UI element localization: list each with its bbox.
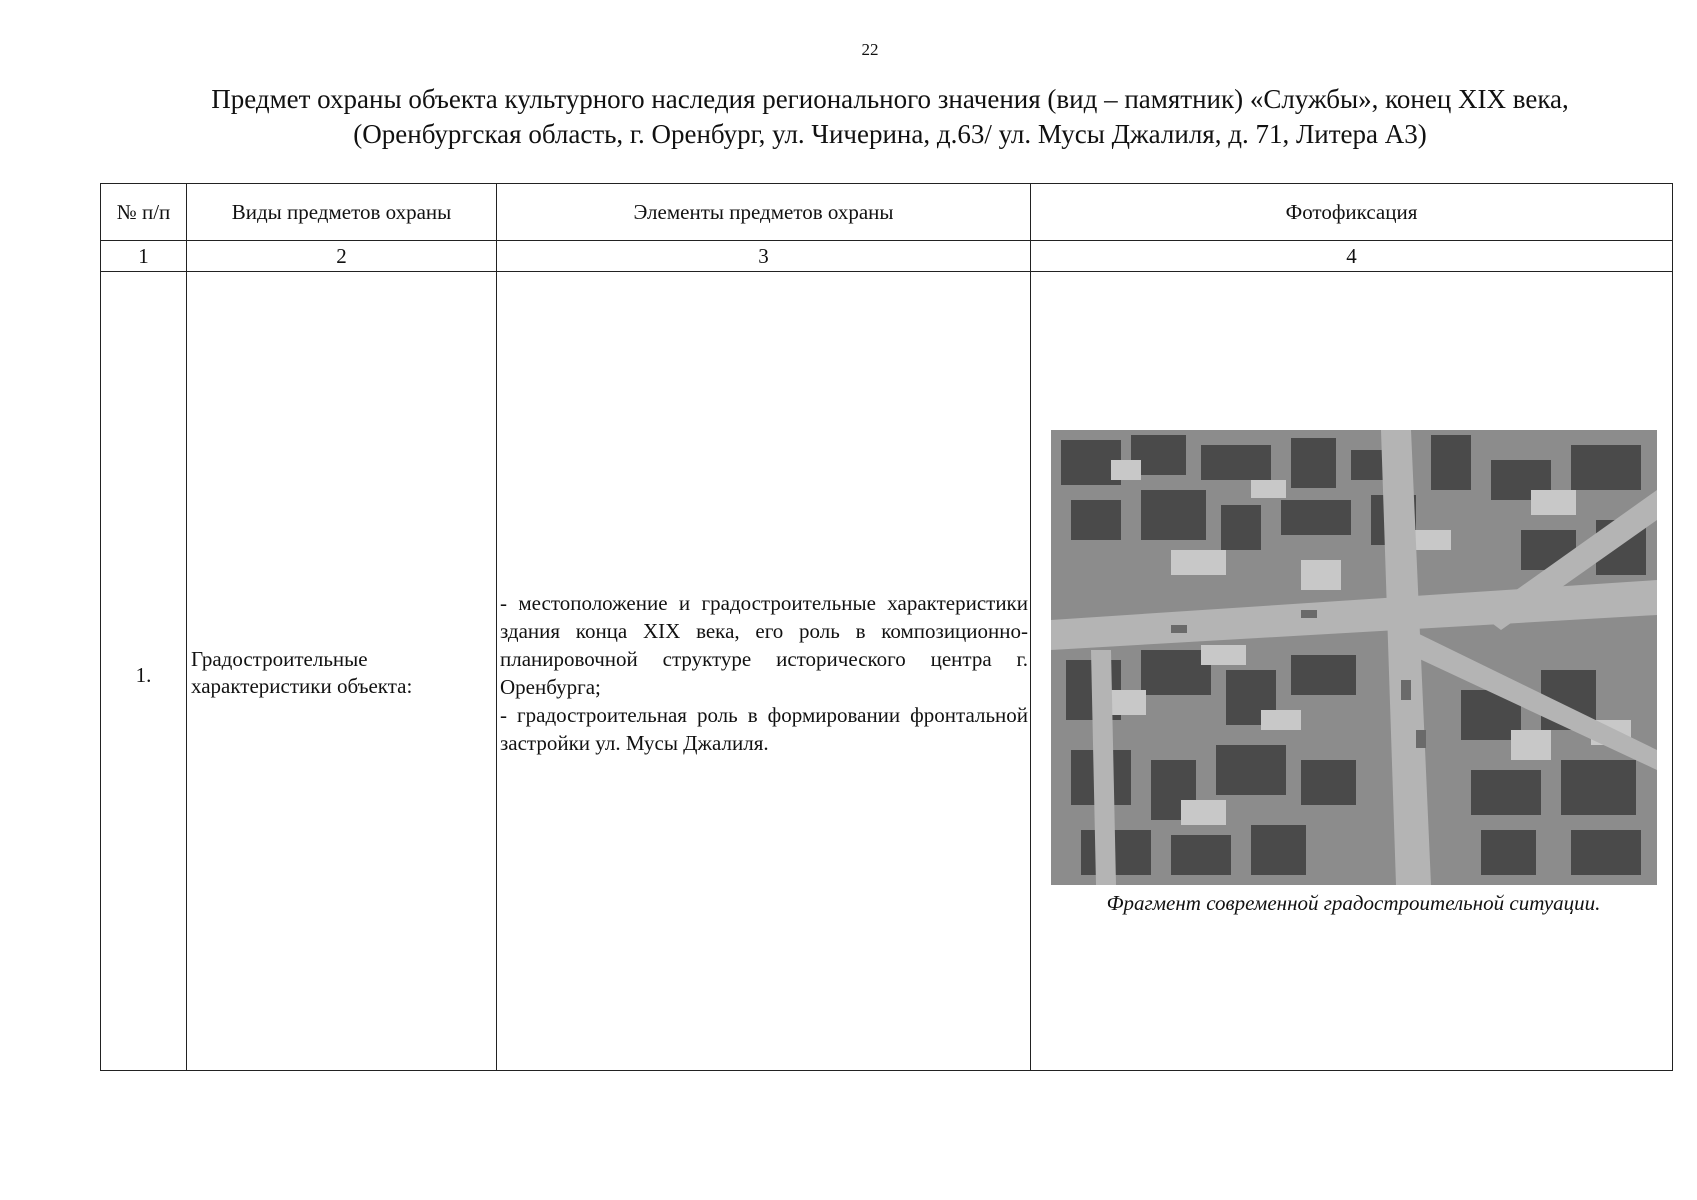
protection-table [100, 183, 1673, 1071]
row-num: 1. [101, 272, 187, 1071]
table-row [101, 272, 1673, 1071]
column-number-3: 3 [497, 241, 1031, 272]
element-item: - градостроительная роль в формировании фронтальной застройки ул. Мусы Джалиля. [500, 703, 1028, 755]
aerial-photo [1051, 430, 1657, 885]
header-photo: Фотофиксация [1031, 184, 1673, 241]
document-title-line-2: (Оренбургская область, г. Оренбург, ул. Чичерина, д.63/ ул. Мусы Джалиля, д. 71, Литера А3) [353, 119, 1427, 149]
document-title-line-1: Предмет охраны объекта культурного наследия регионального значения (вид – памятник) «Службы», конец XIX века, [211, 84, 1569, 114]
page-number: 22 [861, 40, 879, 59]
document-title [150, 82, 1630, 152]
header-num: № п/п [101, 184, 187, 241]
column-number-1: 1 [101, 241, 187, 272]
header-kind: Виды предметов охраны [187, 184, 497, 241]
row-kind: Градостроительные характеристики объекта: [187, 272, 497, 1071]
column-number-2: 2 [187, 241, 497, 272]
column-number-4: 4 [1031, 241, 1673, 272]
table-header-row [101, 184, 1673, 241]
column-number-row [101, 241, 1673, 272]
row-photo [1031, 272, 1673, 1071]
element-item: - местоположение и градостроительные характеристики здания конца XIX века, его роль в композиционно-планировочной структуре исторического центра г. Оренбурга; [500, 591, 1028, 699]
photo-caption: Фрагмент современной градостроительной ситуации. [1106, 891, 1601, 915]
row-elements [497, 272, 1031, 1071]
header-elements: Элементы предметов охраны [497, 184, 1031, 241]
